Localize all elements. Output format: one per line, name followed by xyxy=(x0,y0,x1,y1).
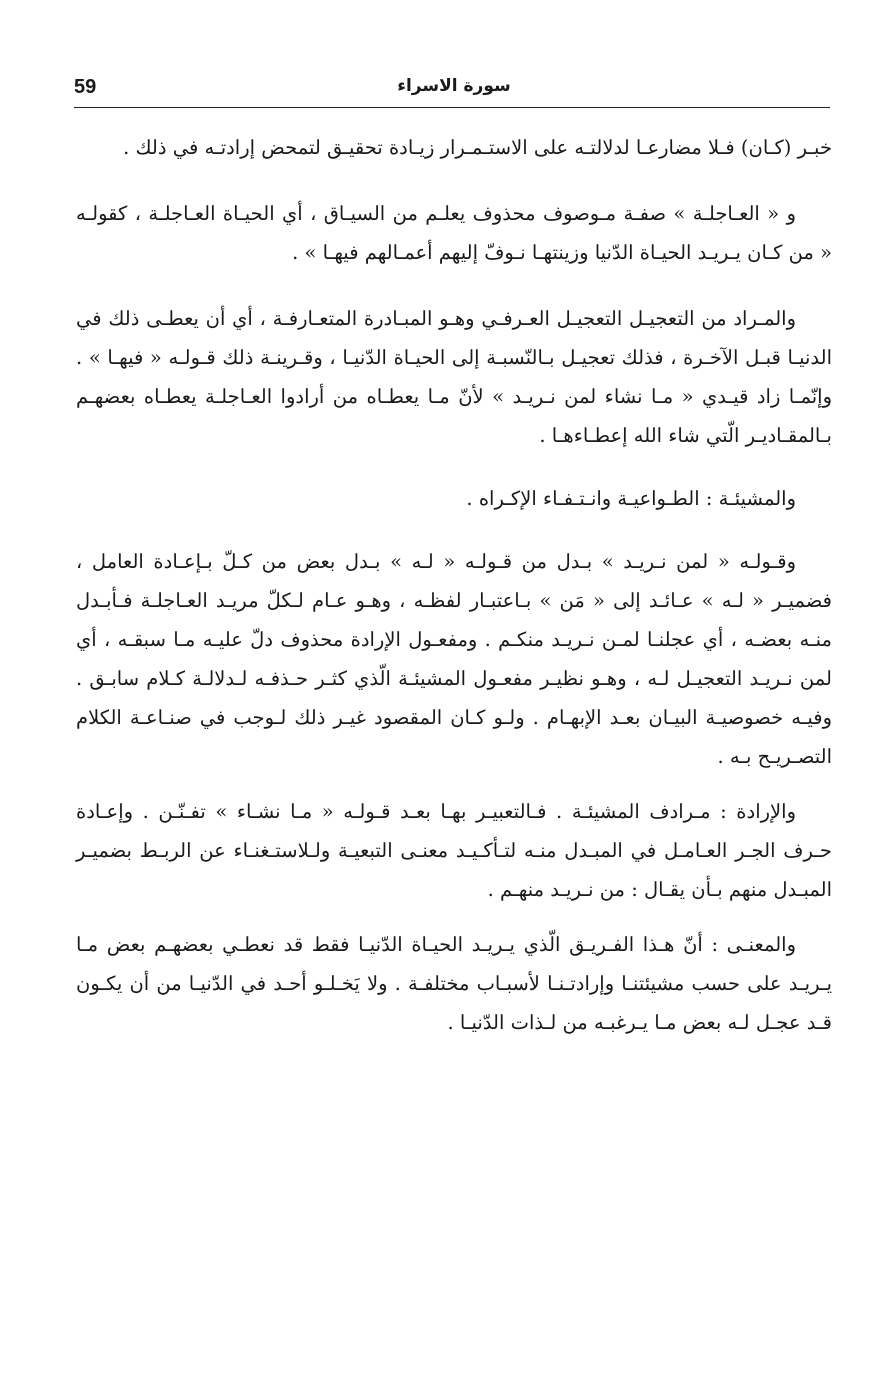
running-title: سورة الاسراء xyxy=(397,76,511,96)
paragraph-5: وقـولـه « لمن نـريـد » بـدل من قـولـه « لـه » بـدل بعض من كـلّ بـإعـادة العامل ، فضميـر « لـه » عـائـد إلى « مَن » بـاعتبـار لفظـه ، وهـو عـام لـكلّ مريـد العـاجلـة فـأبـدل منـه بعضـه ، أي عجلنـا لمـن نـريـد منكـم . ومفعـول الإرادة محذوف دلّ عليـه مـا سبقـه ، أي لمن نـريـد التعجيـل لـه ، وهـو نظيـر مفعـول المشيئـة الّذي كثـر حـذفـه لـدلالـة كـلام سابـق . وفيـه خصوصيـة البيـان بعـد الإبهـام . ولـو كـان المقصود غيـر ذلك لـوجب في صنـاعـة الكلام التصـريـح بـه . xyxy=(76,550,832,768)
body-text xyxy=(76,128,832,1042)
paragraph-4: والمشيئـة : الطـواعيـة وانـتـفـاء الإكـراه . xyxy=(466,487,796,510)
paragraph-1: خبـر (كـان) فـلا مضارعـا لدلالتـه على الاستـمـرار زيـادة تحقيـق لتمحض إرادتـه في ذلك . xyxy=(123,136,832,159)
header-rule xyxy=(74,107,830,108)
paragraph-7: والمعنـى : أنّ هـذا الفـريـق الّذي يـريـد الحيـاة الدّنيـا فقط قد نعطـي بعضهـم بعض مـا يـريـد على حسب مشيئتنـا وإرادتـنـا لأسبـاب مختلفـة . ولا يَخـلـو أحـد في الدّنيـا من أن يكـون قـد عجـل لـه بعض مـا يـرغبـه من لـذات الدّنيـا . xyxy=(76,933,832,1034)
paragraph-3: والمـراد من التعجيـل التعجيـل العـرفـي وهـو المبـادرة المتعـارفـة ، أي أن يعطـى ذلك في الدنيـا قبـل الآخـرة ، فذلك تعجيـل بـالنّسبـة إلى الحيـاة الدّنيـا ، وقـرينـة ذلك قـولـه « فيهـا » . وإنّمـا زاد قيـدي « مـا نشاء لمن نـريـد » لأنّ مـا يعطـاه من أرادوا العـاجلـة يعطـاه بعضهـم بـالمقـاديـر الّتي شاء الله إعطـاءهـا . xyxy=(76,307,833,447)
paragraph-2: و « العـاجلـة » صفـة مـوصوف محذوف يعلـم من السيـاق ، أي الحيـاة العـاجلـة ، كقولـه « من كـان يـريـد الحيـاة الدّنيا وزينتهـا نـوفّ إليهم أعمـالهم فيهـا » . xyxy=(76,202,832,264)
page-number: 59 xyxy=(74,76,97,98)
paragraph-6: والإرادة : مـرادف المشيئـة . فـالتعبيـر بهـا بعـد قـولـه « مـا نشـاء » تفـنّـن . وإعـادة حـرف الجـر العـامـل في المبـدل منـه لتـأكـيـد معنـى التبعيـة ولـلاستـغنـاء عن الربـط بضميـر المبـدل منهم بـأن يقـال : من نـريـد منهـم . xyxy=(76,800,832,901)
page-header xyxy=(74,74,834,108)
